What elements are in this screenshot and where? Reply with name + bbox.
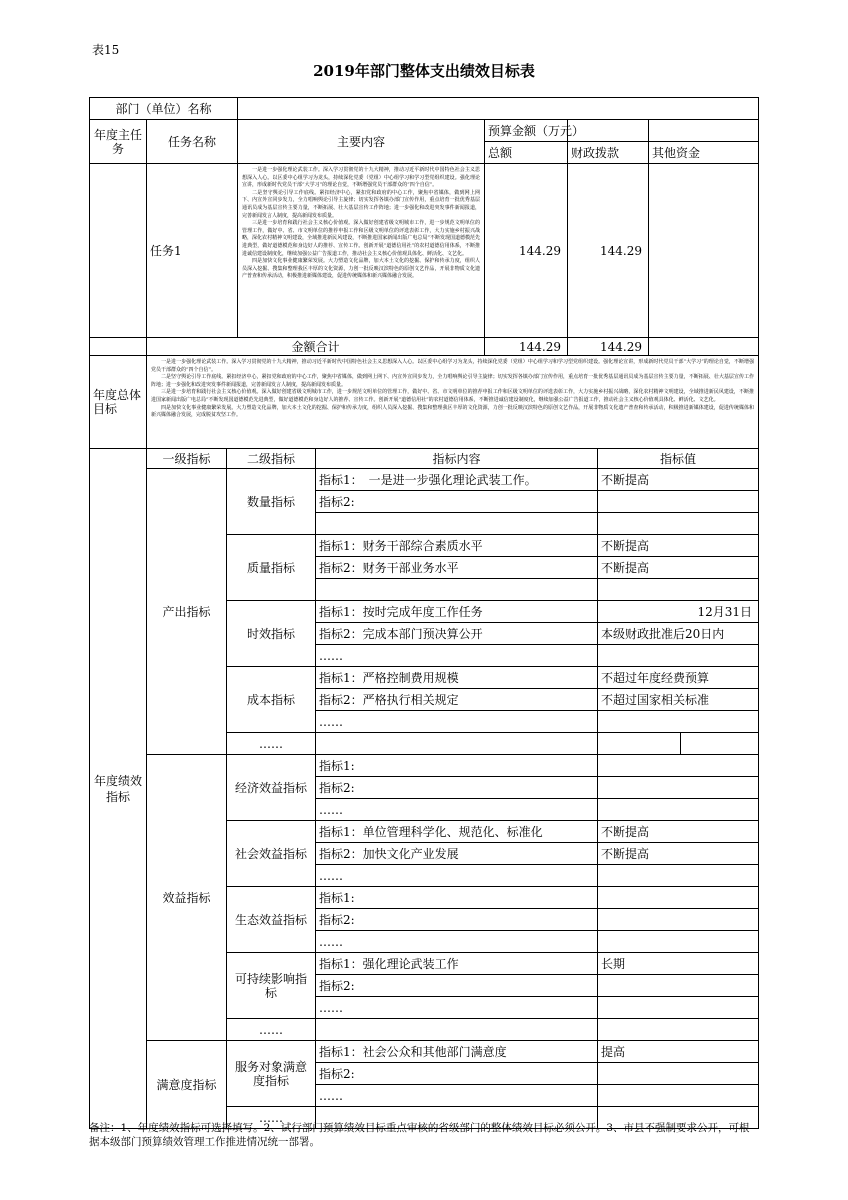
dept-value (238, 98, 759, 120)
indicator-content: 指标2: (316, 491, 598, 513)
col-main-content: 主要内容 (238, 120, 485, 164)
satisfaction-indicator-label: 满意度指标 (147, 1041, 227, 1129)
timeliness-indicator-label: 时效指标 (227, 601, 316, 667)
indicator-content: …… (316, 997, 598, 1019)
indicator-content: 指标2: (316, 975, 598, 997)
task-fiscal: 144.29 (568, 164, 649, 338)
ecological-indicator-label: 生态效益指标 (227, 887, 316, 953)
task-content: 一是进一步强化理论武装工作。深入学习贯彻党的十九大精神，推动习近平新时代中国特色社会主义思想深入人心。以区委中心组学习为龙头，持续深化党委（党组）中心组学习和学习型党组织建设。强化理论宣讲，形成新时代党员干部“大学习”的理论自觉，不断增强党员干部群众的“四个自信”。 二是坚守舆论引导工作底线。紧扣经济中心，紧扣党和政府的中心工作，聚焦中省媒体，做到网上网下、内宣外宣同步发力，全力唱响舆论引导主旋律；切实发挥各镇办部门宣传作用，重点培育一批优秀基层通讯员成为基层宣传主要力量，不断拓展、壮大基层宣传工作阵地；进一步强化和改进突发事件新闻报道，完善新闻发言人制度，提高新闻发布质量。 三是进一步培育和践行社会主义核心价值观。深入做好创建省级文明城市工作，进一步规范文明单位的管理工作，做好中、省、市文明单位的推荐申报工作和区级文明单位的评选表彰工作，大力实施乡村振兴战略，深化农村精神文明建设，全域推进新民风建设，不断推进国家新闻出版广电总局“不断发现国道德模范先进典型，做好道德模范和身边好人的推荐、宣传工作。创新开展“道德信用社”的农村道德信用体系，不断推进诚信建设制度化，继续加强公益广告报道工作，推动社会主义核心价值观具体化、鲜活化、文艺化。 四是加快文化事业健康繁荣发展。大力塑造文化品牌，加大本土文化的挖掘、保护和传承力度，组织人员深入挖掘、搜集和整理我区丰厚的文化资源，力创一批反映汉滨特色的原创文艺作品，开展非物质文化遗产普查和传承活动，积极推进新媒体建设，促进传统媒体和新兴媒体融合发展。 (238, 164, 485, 338)
col-level2: 二级指标 (227, 449, 316, 469)
output-ellipsis: …… (227, 733, 316, 755)
indicator-value: 不超过国家相关标准 (598, 689, 759, 711)
page-title: 2019年部门整体支出绩效目标表 (313, 62, 535, 80)
col-other: 其他资金 (649, 142, 759, 164)
indicator-content: 指标2: (316, 1063, 598, 1085)
indicator-value (598, 491, 759, 513)
task-row (90, 164, 759, 338)
task-name: 任务1 (147, 164, 238, 338)
sum-label: 金额合计 (147, 338, 485, 356)
col-total: 总额 (485, 142, 568, 164)
indicator-content: 指标1：社会公众和其他部门满意度 (316, 1041, 598, 1063)
sum-row (90, 338, 759, 356)
indicator-content: 指标1: (316, 887, 598, 909)
sum-other (649, 338, 759, 356)
overall-goal-text: 一是进一步强化理论武装工作。深入学习贯彻党的十九大精神，推动习近平新时代中国特色社会主义思想深入人心。以区委中心组学习为龙头，持续深化党委（党组）中心组学习和学习型党组织建设。强化理论宣讲，形成新时代党员干部“大学习”的理论自觉，不断增强党员干部群众的“四个自信”。 二是坚守舆论引导工作底线。紧扣经济中心，紧扣党和政府的中心工作，聚焦中省媒体，做到网上网下、内宣外宣同步发力，全力唱响舆论引导主旋律；切实发挥各镇办部门宣传作用，重点培育一批优秀基层通讯员成为基层宣传主要力量，不断拓展、壮大基层宣传工作阵地；进一步强化和改进突发事件新闻报道，完善新闻发言人制度，提高新闻发布质量。 三是进一步培育和践行社会主义核心价值观。深入做好创建省级文明城市工作，进一步规范文明单位的管理工作，做好中、省、市文明单位的推荐申报工作和区级文明单位的评选表彰工作，大力实施乡村振兴战略，深化农村精神文明建设，全域推进新民风建设，不断推进国家新闻出版广电总局“不断发现国道德模范先进典型，做好道德模范和身边好人的推荐、宣传工作。创新开展“道德信用社”的农村道德信用体系，不断推进诚信建设制度化，继续加强公益广告报道工作，推动社会主义核心价值观具体化、鲜活化、文艺化。 四是加快文化事业健康繁荣发展。大力塑造文化品牌，加大本土文化的挖掘、保护和传承力度，组织人员深入挖掘、搜集和整理我区丰厚的文化资源，力创一批反映汉滨特色的原创文艺作品，开展非物质文化遗产普查和传承活动，积极推进新媒体建设，促进传统媒体和新兴媒体融合发展，完成脱贫攻坚工作。 (147, 356, 759, 449)
indicator-value: 不断提高 (598, 821, 759, 843)
quality-indicator-label: 质量指标 (227, 535, 316, 601)
sum-total: 144.29 (485, 338, 568, 356)
sum-fiscal: 144.29 (568, 338, 649, 356)
indicator-content: 指标2: (316, 777, 598, 799)
indicator-content: 指标1：单位管理科学化、规范化、标准化 (316, 821, 598, 843)
year-indicator-label: 年度绩效指标 (90, 449, 147, 1129)
table-row (90, 469, 759, 491)
budget-header-row (90, 120, 759, 142)
indicator-value: 提高 (598, 1041, 759, 1063)
indicator-content: 指标1： 一是进一步强化理论武装工作。 (316, 469, 598, 491)
sustainable-indicator-label: 可持续影响指标 (227, 953, 316, 1019)
task-total: 144.29 (485, 164, 568, 338)
table-row (90, 755, 759, 777)
economic-indicator-label: 经济效益指标 (227, 755, 316, 821)
indicator-content: 指标1：财务干部综合素质水平 (316, 535, 598, 557)
indicator-content: 指标2：财务干部业务水平 (316, 557, 598, 579)
social-indicator-label: 社会效益指标 (227, 821, 316, 887)
col-indicator-value: 指标值 (598, 449, 759, 469)
overall-goal-label: 年度总体目标 (90, 356, 147, 449)
col-budget-amount: 预算金额（万元） (485, 120, 568, 142)
indicator-table (89, 448, 759, 1129)
indicator-content: …… (316, 865, 598, 887)
indicator-content: 指标1：按时完成年度工作任务 (316, 601, 598, 623)
indicator-content: …… (316, 931, 598, 953)
cost-indicator-label: 成本指标 (227, 667, 316, 733)
col-task-name: 任务名称 (147, 120, 238, 164)
indicator-header-row (90, 449, 759, 469)
indicator-content: 指标2：严格执行相关规定 (316, 689, 598, 711)
indicator-value: 不断提高 (598, 469, 759, 491)
indicator-value: 不断提高 (598, 843, 759, 865)
col-year-task: 年度主任务 (90, 120, 147, 164)
indicator-value: 不断提高 (598, 557, 759, 579)
indicator-content: 指标2：加快文化产业发展 (316, 843, 598, 865)
indicator-value: 长期 (598, 953, 759, 975)
indicator-content: …… (316, 1085, 598, 1107)
table-number-label: 表15 (92, 43, 120, 57)
indicator-content: 指标2：完成本部门预决算公开 (316, 623, 598, 645)
indicator-value: 本级财政批准后20日内 (598, 623, 759, 645)
table-row (90, 1041, 759, 1063)
indicator-content: 指标1: (316, 755, 598, 777)
col-level1: 一级指标 (147, 449, 227, 469)
quantity-indicator-label: 数量指标 (227, 469, 316, 535)
indicator-content: 指标1：强化理论武装工作 (316, 953, 598, 975)
budget-table (89, 97, 759, 449)
output-indicator-label: 产出指标 (147, 469, 227, 755)
indicator-content: …… (316, 645, 598, 667)
indicator-content: 指标1：严格控制费用规模 (316, 667, 598, 689)
indicator-value: 不断提高 (598, 535, 759, 557)
task-other (649, 164, 759, 338)
indicator-content: …… (316, 799, 598, 821)
overall-goal-row (90, 356, 759, 449)
satisfaction-ellipsis: …… (227, 1107, 316, 1129)
indicator-value: 12月31日 (598, 601, 759, 623)
benefit-ellipsis: …… (227, 1019, 316, 1041)
benefit-indicator-label: 效益指标 (147, 755, 227, 1041)
dept-row (90, 98, 759, 120)
dept-label: 部门（单位）名称 (90, 98, 238, 120)
footer-note: 备注：1、年度绩效指标可选择填写。2、试行部门预算绩效目标重点审核的省级部门的整体绩效目标必须公开。3、市县不强制要求公开，可根据本级部门预算绩效管理工作推进情况统一部署。 (89, 1122, 750, 1148)
indicator-value: 不超过年度经费预算 (598, 667, 759, 689)
col-indicator-content: 指标内容 (316, 449, 598, 469)
indicator-content: …… (316, 711, 598, 733)
col-fiscal: 财政拨款 (568, 142, 649, 164)
indicator-content: 指标2: (316, 909, 598, 931)
service-satisfaction-label: 服务对象满意度指标 (227, 1041, 316, 1107)
